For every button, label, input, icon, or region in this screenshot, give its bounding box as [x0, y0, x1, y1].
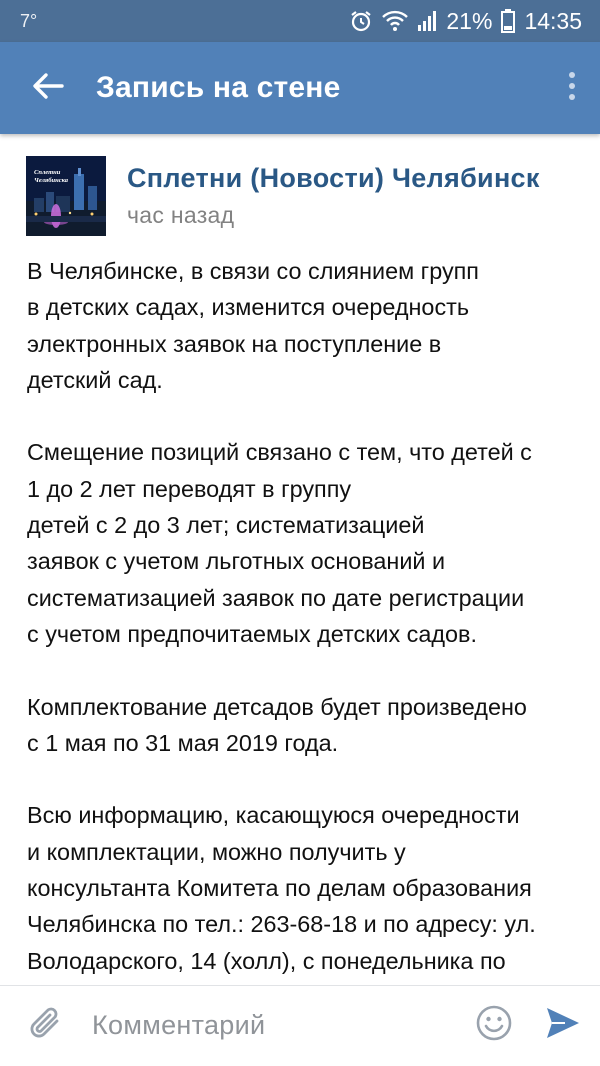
group-avatar[interactable] — [26, 156, 106, 236]
battery-icon — [501, 9, 515, 33]
text-line: Володарского, 14 (холл), с понедельника по — [27, 947, 506, 974]
text-line: Комплектование детсадов будет произведено — [27, 693, 527, 720]
text-line: Челябинска по тел.: 263-68-18 и по адресу: ул. — [27, 911, 536, 938]
text-line: Всю информацию, касающуюся очередности — [27, 802, 520, 829]
temperature-indicator: 7° — [20, 10, 38, 31]
back-button[interactable] — [0, 42, 96, 134]
post-body — [27, 253, 587, 985]
signal-icon — [417, 10, 437, 32]
svg-text:Сплетни: Сплетни — [34, 169, 61, 176]
comment-input[interactable] — [92, 996, 462, 1056]
text-line: систематизацией заявок по дате регистрации — [27, 584, 525, 611]
paperclip-icon — [29, 1005, 63, 1046]
text-line: детский сад. — [27, 366, 163, 393]
group-name-link[interactable]: Сплетни (Новости) Челябинск — [127, 163, 540, 193]
post-paragraph — [27, 689, 587, 762]
text-line: электронных заявок на поступление в — [27, 330, 442, 357]
text-line: Смещение позиций связано с тем, что детей с — [27, 439, 532, 466]
post-meta — [127, 163, 567, 229]
text-line: В Челябинске, в связи со слиянием групп — [27, 258, 479, 284]
app-toolbar — [0, 42, 600, 134]
send-icon — [545, 1006, 581, 1045]
text-line: с учетом предпочитаемых детских садов. — [27, 620, 477, 647]
text-line: и комплектации, можно получить у — [27, 838, 406, 865]
alarm-icon — [349, 9, 373, 33]
clock: 14:35 — [524, 7, 582, 34]
status-bar — [0, 0, 600, 42]
text-line: 1 до 2 лет переводят в группу — [27, 475, 352, 502]
wifi-icon — [382, 10, 408, 32]
battery-percent: 21% — [446, 7, 493, 34]
status-icons — [349, 8, 582, 35]
arrow-left-icon — [32, 72, 64, 105]
attach-button[interactable] — [0, 986, 92, 1066]
post-header — [26, 155, 586, 237]
post-paragraph — [27, 434, 587, 652]
comment-bar — [0, 985, 600, 1065]
text-line: детей с 2 до 3 лет; систематизацией — [27, 512, 425, 539]
text-line: заявок с учетом льготных оснований и — [27, 548, 446, 575]
post-paragraph — [27, 253, 587, 398]
emoji-button[interactable] — [462, 986, 526, 1066]
page-title: Запись на стене — [96, 71, 341, 104]
city-night-image — [26, 156, 106, 236]
post-timestamp: час назад — [127, 202, 235, 228]
send-button[interactable] — [526, 986, 600, 1066]
text-line: консультанта Комитета по делам образования — [27, 875, 532, 902]
more-vertical-icon — [568, 71, 576, 106]
post-paragraph — [27, 797, 587, 1015]
svg-text:Челябинска: Челябинска — [34, 177, 69, 184]
text-line: в детских садах, изменится очередность — [27, 294, 470, 321]
smile-icon — [475, 1004, 513, 1047]
more-options-button[interactable] — [544, 42, 600, 134]
text-line: с 1 мая по 31 мая 2019 года. — [27, 729, 339, 756]
